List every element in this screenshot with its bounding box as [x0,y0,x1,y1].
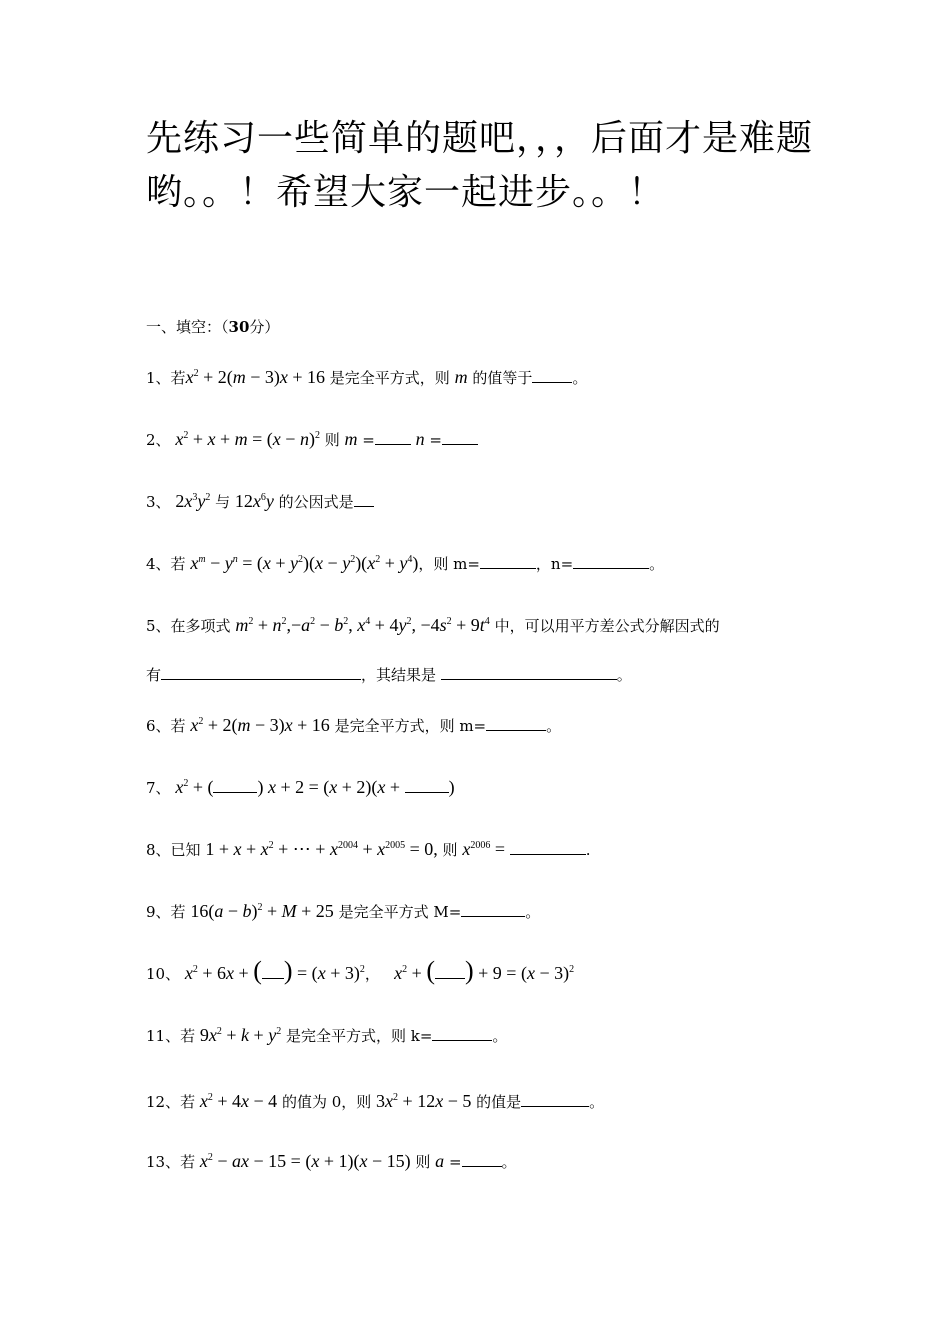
question-2: 2、 $x^2 + x + m = (x - n)^2$ 则 m = n = [146,428,478,451]
question-12: 12、若 $x^2 + 4x - 4$ 的值为 0，则 $3x^2 + 12x - 5$ 的值是 。 [146,1091,605,1111]
question-6: 6、若 $x^2 + 2(m - 3)x + 16$ 是完全平方式，则 m= 。 [146,715,562,735]
question-5: 5、在多项式 $m^2 + n^2,-a^2 - b^2$, $x^4 + 4y^2$, $-4s^2 + 9t^4$ 中，可以用平方差公式分解因式的 [146,615,720,635]
question-4: 4、若 $x^m - y^n = (x + y^2)(x - y^2)(x^2 + y^4)$，则 m= ，n= 。 [146,553,665,573]
question-7: 7、 $x^2$ + ( ) x + 2 = (x + 2)(x + ) [146,777,455,797]
question-1: 1、若$x^2 + 2(m - 3)x + 16$ 是完全平方式，则 m 的值等于 。 [146,367,588,387]
question-11: 11、若 $9x^2 + k + y^2$ 是完全平方式，则 k= 。 [146,1025,508,1045]
question-5-cont: 有 ，其结果是 。 [146,666,632,684]
question-9: 9、若 $16(a - b)^2 + M + 25$ 是完全平方式 M= 。 [146,901,541,921]
section-heading: 一、填空：（30分） [146,318,280,336]
question-3: 3、 $2x^3y^2$ 与 $12x^6y$ 的公因式是 [146,490,374,513]
question-10: 10、 $x^2 + 6x$ + ( ) = $(x + 3)^2$， $x^2$ + ( ) + $9 = (x - 3)^2$ [146,956,575,985]
page-title: 先练习一些简单的题吧，，，后面才是难题哟。。！希望大家一起进步。。！ [146,118,814,213]
question-8: 8、已知 $1 + x + x^2$ + ⋯ + $x^{2004} + x^{2005} = 0$, 则 $x^{2006}$ = . [146,839,591,859]
question-13: 13、若 $x^2$ − ax − 15 = (x + 1)(x − 15) 则 a = 。 [146,1151,517,1171]
